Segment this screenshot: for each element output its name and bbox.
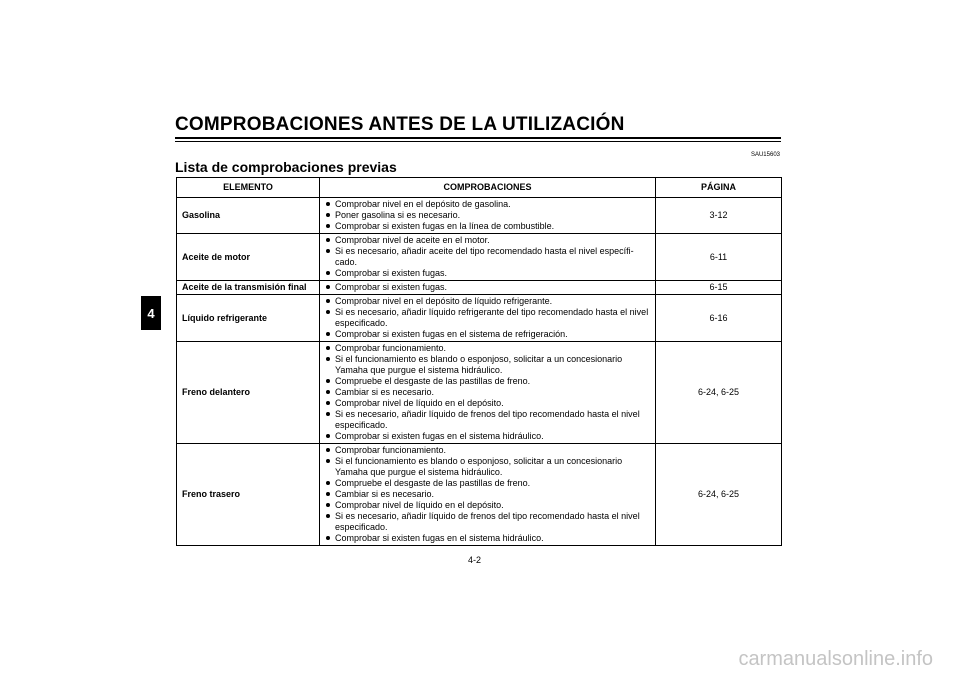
bullet-icon [326,503,330,507]
bullet-icon [326,238,330,242]
bullet-icon [326,434,330,438]
check-text: Comprobar si existen fugas en la línea de combustible. [335,221,555,231]
check-item [326,500,651,511]
column-header-checks: COMPROBACIONES [320,178,656,198]
row-page: 6-24, 6-25 [656,342,782,444]
row-checks [320,295,656,342]
checks-list [326,445,651,544]
check-text: Si es necesario, añadir líquido refrigerante del tipo recomendado hasta el nivel especificado. [335,307,649,328]
checks-list [326,343,651,442]
check-item [326,221,651,232]
bullet-icon [326,514,330,518]
watermark: carmanualsonline.info [738,648,933,670]
check-text: Comprobar si existen fugas en el sistema hidráulico. [335,431,544,441]
row-element: Freno delantero [177,342,320,444]
row-checks [320,342,656,444]
check-text: Si el funcionamiento es blando o esponjoso, solicitar a un concesionario Yamaha que purgue el sistema hidráulico. [335,354,623,375]
row-element: Líquido refrigerante [177,295,320,342]
check-item [326,296,651,307]
check-item [326,478,651,489]
check-item [326,387,651,398]
check-item [326,445,651,456]
check-text: Comprobar nivel de líquido en el depósito. [335,500,504,510]
check-item [326,456,651,478]
check-text: Comprobar si existen fugas. [335,268,448,278]
check-text: Comprobar nivel en el depósito de gasolina. [335,199,511,209]
row-element: Freno trasero [177,444,320,546]
check-item [326,246,651,268]
table-body [177,198,782,546]
page-number: 4-2 [468,555,482,565]
bullet-icon [326,481,330,485]
check-item [326,329,651,340]
row-page: 6-24, 6-25 [656,444,782,546]
bullet-icon [326,412,330,416]
check-item [326,533,651,544]
row-checks [320,198,656,234]
table-row [177,281,782,295]
check-text: Si es necesario, añadir aceite del tipo recomendado hasta el nivel específi-cado. [335,246,634,267]
check-text: Comprobar nivel de aceite en el motor. [335,235,490,245]
column-header-page: PÁGINA [656,178,782,198]
check-text: Cambiar si es necesario. [335,387,435,397]
row-page: 3-12 [656,198,782,234]
bullet-icon [326,448,330,452]
header-rule-thin [175,141,781,142]
page-title: COMPROBACIONES ANTES DE LA UTILIZACIÓN [175,114,625,135]
bullet-icon [326,310,330,314]
checks-list [326,282,651,293]
bullet-icon [326,271,330,275]
checks-list [326,235,651,279]
check-item [326,431,651,442]
table-row [177,342,782,444]
table-header-row [177,178,782,198]
check-item [326,409,651,431]
chapter-tab: 4 [141,296,161,330]
check-item [326,511,651,533]
table-row [177,234,782,281]
row-page: 6-11 [656,234,782,281]
bullet-icon [326,249,330,253]
check-text: Comprobar si existen fugas en el sistema de refrigeración. [335,329,568,339]
check-text: Si es necesario, añadir líquido de frenos del tipo recomendado hasta el nivel especificado. [335,409,640,430]
check-item [326,354,651,376]
check-text: Cambiar si es necesario. [335,489,435,499]
bullet-icon [326,213,330,217]
checks-list [326,296,651,340]
row-checks [320,234,656,281]
bullet-icon [326,357,330,361]
check-text: Comprobar funcionamiento. [335,445,447,455]
bullet-icon [326,285,330,289]
check-text: Comprobar nivel de líquido en el depósito. [335,398,504,408]
check-text: Poner gasolina si es necesario. [335,210,461,220]
bullet-icon [326,332,330,336]
row-page: 6-16 [656,295,782,342]
row-checks [320,281,656,295]
row-element: Gasolina [177,198,320,234]
check-item [326,199,651,210]
check-item [326,398,651,409]
reference-code: SAU15603 [750,152,780,158]
check-item [326,210,651,221]
bullet-icon [326,390,330,394]
check-item [326,268,651,279]
check-text: Comprobar nivel en el depósito de líquido refrigerante. [335,296,553,306]
bullet-icon [326,401,330,405]
checks-list [326,199,651,232]
column-header-element: ELEMENTO [177,178,320,198]
row-element: Aceite de la transmisión final [177,281,320,295]
check-text: Comprobar funcionamiento. [335,343,447,353]
table-row [177,444,782,546]
bullet-icon [326,459,330,463]
bullet-icon [326,299,330,303]
check-item [326,282,651,293]
row-page: 6-15 [656,281,782,295]
check-item [326,235,651,246]
check-text: Compruebe el desgaste de las pastillas de freno. [335,376,531,386]
row-checks [320,444,656,546]
row-element: Aceite de motor [177,234,320,281]
bullet-icon [326,224,330,228]
check-item [326,489,651,500]
check-text: Compruebe el desgaste de las pastillas de freno. [335,478,531,488]
check-item [326,343,651,354]
bullet-icon [326,536,330,540]
check-text: Comprobar si existen fugas en el sistema hidráulico. [335,533,544,543]
check-text: Si es necesario, añadir líquido de frenos del tipo recomendado hasta el nivel especificado. [335,511,640,532]
bullet-icon [326,379,330,383]
check-text: Si el funcionamiento es blando o esponjoso, solicitar a un concesionario Yamaha que purgue el sistema hidráulico. [335,456,623,477]
check-item [326,376,651,387]
bullet-icon [326,492,330,496]
check-text: Comprobar si existen fugas. [335,282,448,292]
bullet-icon [326,202,330,206]
table-row [177,198,782,234]
header-rule [175,137,781,139]
bullet-icon [326,346,330,350]
section-title: Lista de comprobaciones previas [175,159,397,175]
table-row [177,295,782,342]
check-item [326,307,651,329]
checklist-table [176,177,782,546]
